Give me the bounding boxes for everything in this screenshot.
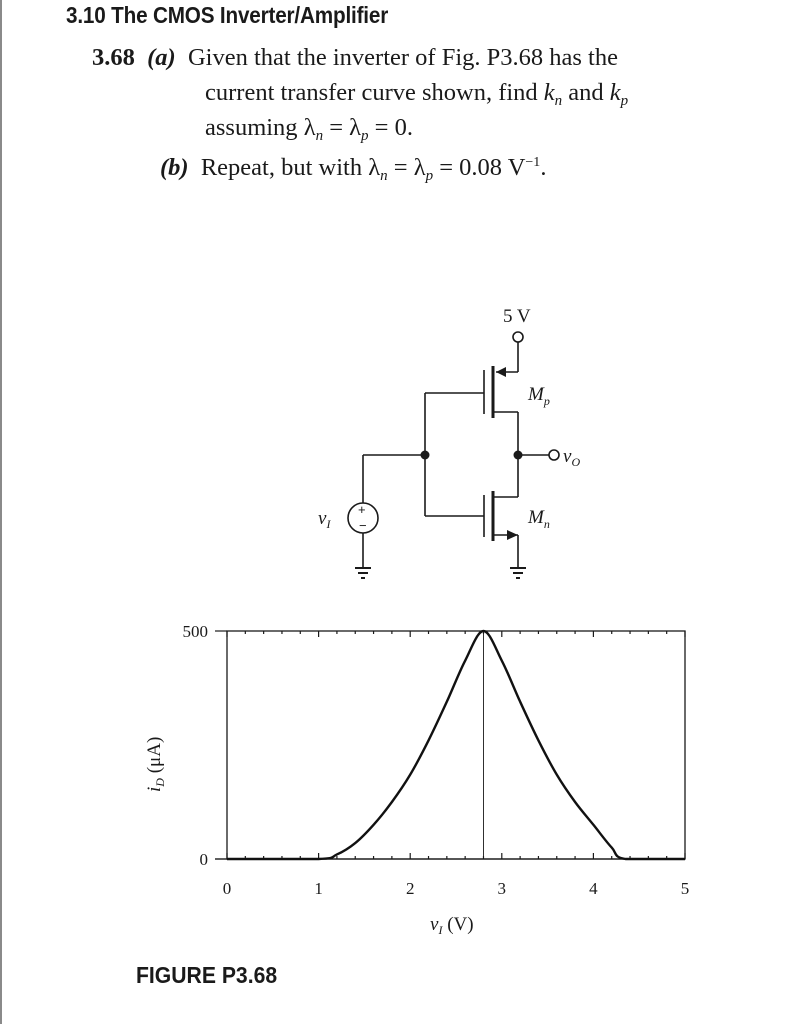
- x-axis-label: $v_I$ (V): [430, 914, 474, 937]
- period: .: [540, 154, 547, 182]
- ground-symbol-nmos: [510, 568, 526, 578]
- y-tick-label: 0: [199, 850, 208, 869]
- pmos-transistor: [425, 366, 518, 497]
- lambda-symbol: λ: [349, 114, 362, 141]
- x-tick-label: 2: [405, 879, 415, 898]
- part-b-text: Repeat, but with: [200, 154, 369, 182]
- y-axis-label: $i_D$ (μA): [144, 736, 167, 792]
- subscript-p: p: [361, 128, 369, 144]
- k-symbol: k: [543, 79, 555, 106]
- assuming-text: assuming: [205, 114, 304, 141]
- input-label: $v_I$: [318, 508, 331, 531]
- nmos-label: $M_n$: [528, 507, 550, 531]
- equals: =: [387, 154, 414, 182]
- output-label: $v_O$: [563, 446, 581, 469]
- x-tick-label: 4: [589, 879, 598, 898]
- equals: =: [323, 114, 350, 141]
- section-heading: 3.10 The CMOS Inverter/Amplifier: [66, 2, 389, 28]
- series-line: [227, 631, 685, 859]
- cmos-inverter-circuit: [318, 306, 580, 578]
- k-symbol: k: [609, 79, 621, 106]
- source-minus: −: [359, 518, 367, 533]
- x-tick-labels: [223, 879, 690, 898]
- lambda-symbol: λ: [303, 114, 316, 141]
- x-tick-label: 1: [314, 879, 323, 898]
- plot-frame: [227, 631, 685, 859]
- part-b-label: (b): [160, 154, 189, 182]
- nmos-transistor: [425, 491, 518, 568]
- axis-ticks: [215, 631, 685, 859]
- part-a-line-1: Given that the inverter of Fig. P3.68 has the: [187, 44, 618, 71]
- subscript-n: n: [380, 168, 388, 185]
- part-a-label: (a): [147, 44, 176, 71]
- lambda-symbol: λ: [368, 154, 381, 182]
- part-a-line-2-text: current transfer curve shown, find: [205, 79, 544, 106]
- supply-label: 5 V: [503, 306, 531, 327]
- lambda-symbol: λ: [413, 154, 426, 182]
- subscript-n: n: [554, 93, 563, 109]
- figure-caption: FIGURE P3.68: [136, 962, 278, 988]
- x-tick-label: 5: [680, 879, 690, 898]
- lambda-value: = 0.08 V: [433, 154, 526, 182]
- transfer-curve-chart: [144, 622, 689, 937]
- output-terminal: [549, 450, 559, 460]
- ground-symbol-source: [355, 568, 371, 578]
- supply-terminal: [513, 332, 523, 342]
- subscript-n: n: [315, 128, 324, 144]
- exponent: −1: [525, 155, 541, 170]
- x-tick-label: 0: [222, 879, 232, 898]
- y-tick-label: 500: [182, 622, 208, 641]
- source-plus: +: [358, 502, 366, 517]
- y-tick-labels: [183, 622, 209, 869]
- and-text: and: [562, 79, 610, 106]
- x-tick-label: 3: [497, 879, 507, 898]
- equals-zero: = 0.: [368, 114, 413, 141]
- subscript-p: p: [620, 93, 629, 109]
- subscript-p: p: [425, 168, 434, 185]
- problem-number: 3.68: [92, 44, 135, 71]
- pmos-label: $M_p$: [528, 384, 550, 408]
